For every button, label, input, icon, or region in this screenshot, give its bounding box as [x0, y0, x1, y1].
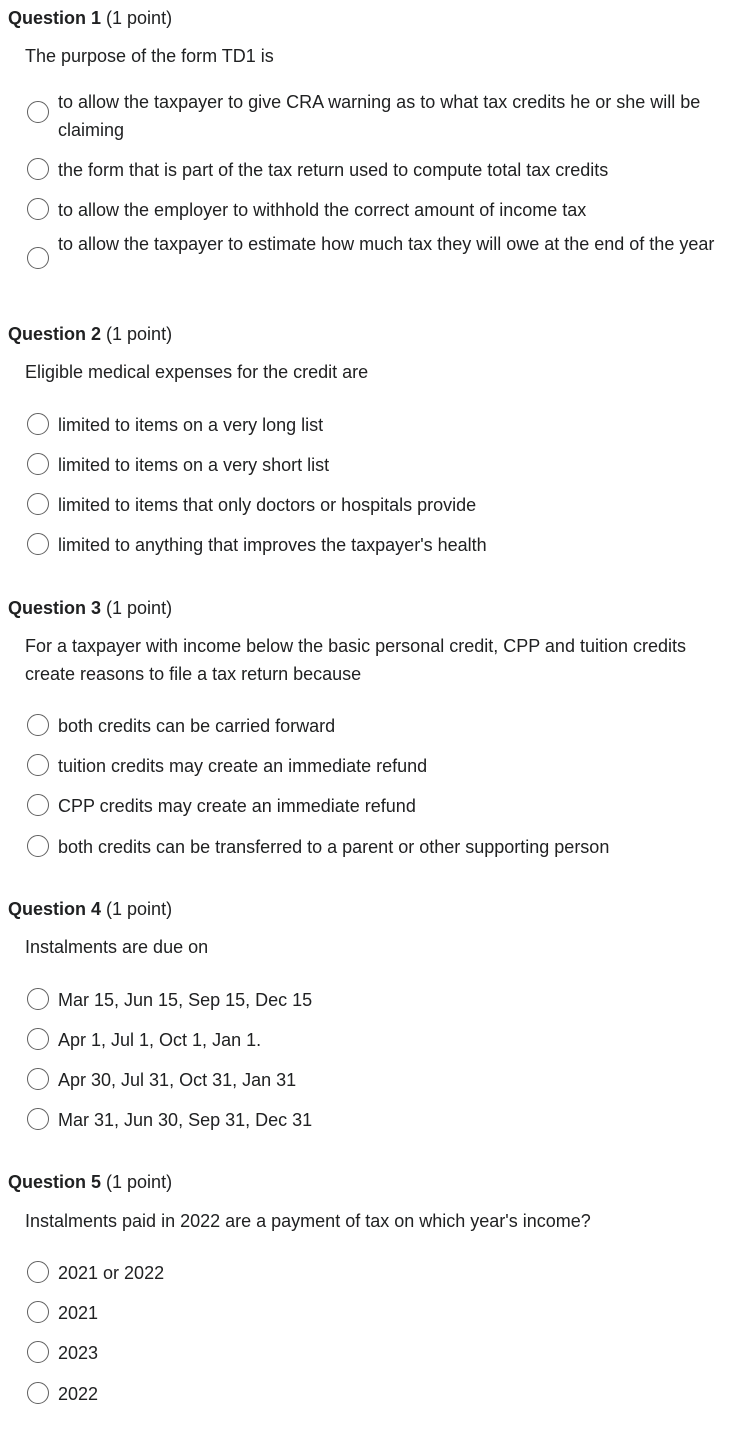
- answer-option[interactable]: [27, 1106, 739, 1134]
- question-text: Instalments paid in 2022 are a payment of tax on which year's income?: [25, 1211, 591, 1231]
- answer-option[interactable]: [27, 411, 739, 439]
- answer-option[interactable]: [27, 752, 739, 780]
- option-label: tuition credits may create an immediate refund: [58, 756, 428, 776]
- question-text: Instalments are due on: [25, 937, 209, 957]
- radio-button[interactable]: [27, 101, 49, 123]
- radio-button[interactable]: [27, 533, 49, 555]
- question-points: (1 point): [106, 1172, 173, 1192]
- question-header: [8, 6, 172, 30]
- answer-option[interactable]: [27, 833, 739, 861]
- option-label: the form that is part of the tax return used to compute total tax credits: [58, 160, 609, 180]
- question-title: Question 5: [8, 1172, 102, 1192]
- answer-option[interactable]: [27, 88, 739, 144]
- question-text: Eligible medical expenses for the credit are: [25, 362, 369, 382]
- option-label: Mar 31, Jun 30, Sep 31, Dec 31: [58, 1110, 313, 1130]
- radio-button[interactable]: [27, 988, 49, 1010]
- question-title: Question 3: [8, 598, 102, 618]
- radio-button[interactable]: [27, 714, 49, 736]
- option-label: Mar 15, Jun 15, Sep 15, Dec 15: [58, 990, 313, 1010]
- radio-button[interactable]: [27, 1341, 49, 1363]
- answer-option[interactable]: [27, 1026, 739, 1054]
- radio-button[interactable]: [27, 754, 49, 776]
- answer-option[interactable]: [27, 156, 739, 184]
- question-text: The purpose of the form TD1 is: [25, 46, 274, 66]
- question-header: [8, 897, 172, 921]
- question-points: (1 point): [106, 598, 173, 618]
- option-label: to allow the taxpayer to estimate how much tax they will owe at the end of the year: [58, 234, 715, 254]
- option-label: both credits can be carried forward: [58, 716, 336, 736]
- option-label: limited to anything that improves the taxpayer's health: [58, 535, 487, 555]
- answer-option[interactable]: [27, 491, 739, 519]
- option-label: both credits can be transferred to a parent or other supporting person: [58, 837, 610, 857]
- question-points: (1 point): [106, 8, 173, 28]
- radio-button[interactable]: [27, 413, 49, 435]
- answer-option[interactable]: [27, 1066, 739, 1094]
- option-label: to allow the employer to withhold the correct amount of income tax: [58, 200, 587, 220]
- option-label: CPP credits may create an immediate refund: [58, 796, 416, 816]
- answer-option[interactable]: [27, 1259, 739, 1287]
- option-label: limited to items that only doctors or hospitals provide: [58, 495, 477, 515]
- question-title: Question 4: [8, 899, 102, 919]
- answer-option[interactable]: [27, 451, 739, 479]
- answer-option[interactable]: [27, 792, 739, 820]
- option-label: 2022: [58, 1384, 99, 1404]
- radio-button[interactable]: [27, 247, 49, 269]
- question-title: Question 1: [8, 8, 102, 28]
- answer-option[interactable]: [27, 712, 739, 740]
- answer-option[interactable]: [27, 986, 739, 1014]
- radio-button[interactable]: [27, 1028, 49, 1050]
- answer-option[interactable]: [27, 196, 739, 224]
- radio-button[interactable]: [27, 453, 49, 475]
- radio-button[interactable]: [27, 198, 49, 220]
- question-header: [8, 596, 172, 620]
- question-points: (1 point): [106, 899, 173, 919]
- radio-button[interactable]: [27, 835, 49, 857]
- option-label: limited to items on a very long list: [58, 415, 324, 435]
- radio-button[interactable]: [27, 1261, 49, 1283]
- option-label: 2021: [58, 1303, 99, 1323]
- question-header: [8, 322, 172, 346]
- radio-button[interactable]: [27, 1108, 49, 1130]
- option-label: to allow the taxpayer to give CRA warning as to what tax credits he or she will be claiming: [58, 92, 701, 140]
- radio-button[interactable]: [27, 794, 49, 816]
- answer-option[interactable]: [27, 1299, 739, 1327]
- question-title: Question 2: [8, 324, 102, 344]
- answer-option[interactable]: [27, 230, 739, 258]
- question-text: For a taxpayer with income below the basic personal credit, CPP and tuition credits create reasons to file a tax return because: [25, 636, 686, 684]
- option-label: Apr 1, Jul 1, Oct 1, Jan 1.: [58, 1030, 262, 1050]
- option-label: 2023: [58, 1343, 99, 1363]
- radio-button[interactable]: [27, 1382, 49, 1404]
- radio-button[interactable]: [27, 1068, 49, 1090]
- option-label: limited to items on a very short list: [58, 455, 330, 475]
- answer-option[interactable]: [27, 531, 739, 559]
- radio-button[interactable]: [27, 158, 49, 180]
- answer-option[interactable]: [27, 1380, 739, 1408]
- radio-button[interactable]: [27, 493, 49, 515]
- option-label: 2021 or 2022: [58, 1263, 165, 1283]
- answer-option[interactable]: [27, 1339, 739, 1367]
- question-points: (1 point): [106, 324, 173, 344]
- radio-button[interactable]: [27, 1301, 49, 1323]
- question-header: [8, 1170, 172, 1194]
- option-label: Apr 30, Jul 31, Oct 31, Jan 31: [58, 1070, 297, 1090]
